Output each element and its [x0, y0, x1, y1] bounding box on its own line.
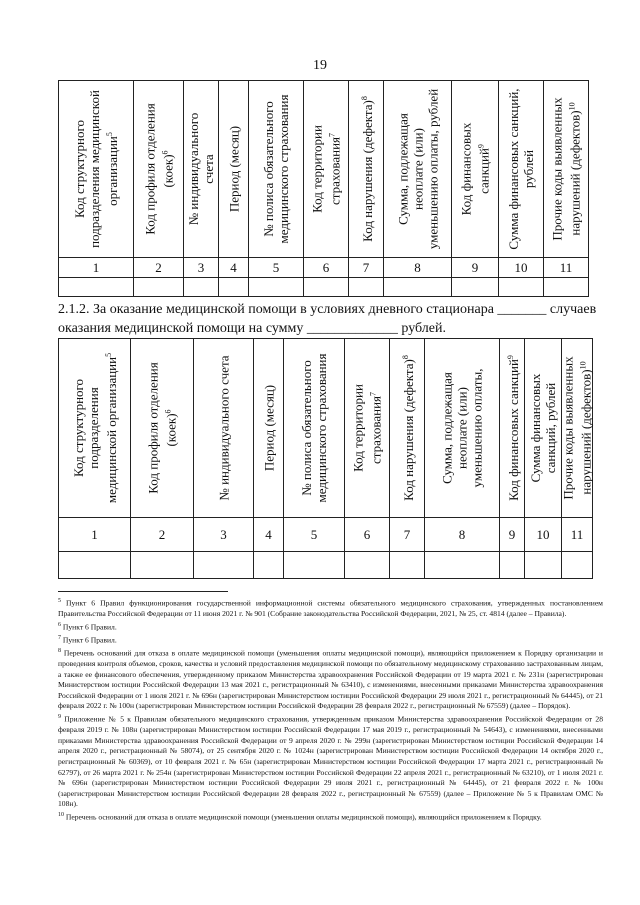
column-number: 10 [525, 518, 562, 552]
footnote-ref: 8 [400, 355, 410, 360]
column-number: 4 [219, 258, 249, 278]
column-number: 2 [131, 518, 194, 552]
column-number: 1 [59, 518, 131, 552]
footnote [58, 620, 603, 633]
column-header [452, 81, 499, 258]
column-number: 7 [390, 518, 425, 552]
column-header-text: Код финансовых санкций$^9$ [505, 355, 522, 501]
column-number: 3 [184, 258, 219, 278]
empty-cell[interactable] [59, 278, 134, 297]
footnote-ref: 6 [163, 409, 173, 414]
section-2-1-2-line-1: 2.1.2. За оказание медицинской помощи в условиях дневного стационара _______ случаев [58, 302, 597, 317]
column-number: 7 [349, 258, 384, 278]
column-header [562, 339, 593, 518]
column-header-text: № полиса обязательного медицинского страхования [261, 94, 291, 244]
column-number: 6 [304, 258, 349, 278]
footnote-ref: 8 [359, 96, 369, 101]
footnote [58, 633, 603, 646]
column-header [254, 339, 284, 518]
empty-cell[interactable] [249, 278, 304, 297]
column-number: 9 [500, 518, 525, 552]
footnote-text: Пункт 6 Правил. [61, 635, 117, 645]
column-header-text: Период (месяц) [226, 125, 241, 213]
column-number: 11 [562, 518, 593, 552]
footnote [58, 810, 603, 823]
column-header-text: Код структурного подразделения медицинской организации$^5$ [70, 352, 119, 504]
column-header-text: Сумма финансовых санкций, рублей [506, 88, 536, 250]
column-header [500, 339, 525, 518]
empty-cell[interactable] [284, 552, 345, 579]
column-header [194, 339, 254, 518]
empty-cell[interactable] [390, 552, 425, 579]
column-header-text: Период (месяц) [261, 384, 276, 472]
column-header-text: № индивидуального счета [216, 355, 231, 501]
column-header-text: Код профиля отделения (коек)$^6$ [145, 362, 179, 494]
footnote-mark: 9 [58, 714, 61, 721]
empty-cell[interactable] [254, 552, 284, 579]
footnote-ref: 9 [476, 144, 486, 149]
footnote-ref: 7 [368, 391, 378, 396]
column-header [184, 81, 219, 258]
footnote-text: Пункт 6 Правил. [61, 622, 117, 632]
column-number: 5 [249, 258, 304, 278]
column-header [425, 339, 500, 518]
footnote-mark: 8 [58, 647, 61, 654]
empty-cell[interactable] [544, 278, 589, 297]
footnote [58, 712, 603, 810]
column-header [390, 339, 425, 518]
empty-cell[interactable] [500, 552, 525, 579]
footnote-text: Пункт 6 Правил функционирования государственной информационной системы обязательного медицинского страхования, утвержденных постановлением Правительства Российской Федерации от 11 июня 2021 г. № 901 (Собрание законодательства Российской Федерации, 2021, № 25, ст. 4814 (далее – Правила). [58, 598, 603, 619]
empty-cell[interactable] [562, 552, 593, 579]
empty-cell[interactable] [499, 278, 544, 297]
empty-cell[interactable] [184, 278, 219, 297]
column-header [349, 81, 384, 258]
column-number: 6 [345, 518, 390, 552]
footnote-ref: 7 [327, 132, 337, 137]
column-number: 3 [194, 518, 254, 552]
footnote-text: Перечень оснований для отказа в оплате медицинской помощи (уменьшения оплаты медицинской помощи), являющийся приложением к Порядку организации и проведения контроля объемов, сроков, качества и условий предоставления медицинской помощи по обязательному медицинскому страхованию застрахованным лицам, а также ее финансового обеспечения, утвержденному приказом Министерства здравоохранения Российской Федерации от 19 марта 2021 г. № 231н (зарегистрирован Министерством юстиции Российской Федерации 13 мая 2021 г., регистрационный № 63410), с изменениями, внесенными приказами Министерства здравоохранения Российской Федерации от 1 июля 2021 г. № 696н (зарегистрирован Министерством юстиции Российской Федерации 29 июля 2021 г., регистрационный № 64445), от 21 февраля 2022 г. № 100н (зарегистрирован Министерством юстиции Российской Федерации 28 февраля 2022 г., регистрационный № 67559) (далее – Порядок). [58, 648, 603, 711]
column-header [59, 81, 134, 258]
column-header [131, 339, 194, 518]
column-number: 2 [134, 258, 184, 278]
section-2-1-2-line-2: оказания медицинской помощи на сумму _____________ рублей. [58, 321, 446, 336]
column-header [284, 339, 345, 518]
column-header [384, 81, 452, 258]
column-header-text: Код нарушения (дефекта)$^8$ [400, 355, 417, 501]
column-header-text: Код территории страхования$^7$ [350, 384, 384, 472]
empty-cell[interactable] [384, 278, 452, 297]
column-header-text: Прочие коды выявленных нарушений (дефектов)$^{10}$ [560, 356, 594, 500]
column-number: 11 [544, 258, 589, 278]
column-header-text: Код финансовых санкций$^9$ [458, 122, 492, 216]
empty-cell[interactable] [349, 278, 384, 297]
column-number: 4 [254, 518, 284, 552]
column-header [544, 81, 589, 258]
column-header-text: Код структурного подразделения медицинской организации$^5$ [71, 90, 121, 248]
empty-cell[interactable] [304, 278, 349, 297]
empty-cell[interactable] [525, 552, 562, 579]
empty-cell[interactable] [219, 278, 249, 297]
footnote-ref: 6 [159, 150, 169, 155]
footnote [58, 596, 603, 620]
column-header [249, 81, 304, 258]
empty-cell[interactable] [59, 552, 131, 579]
column-header-text: Код профиля отделения (коек)$^6$ [141, 103, 176, 235]
footnote-mark: 7 [58, 634, 61, 641]
column-header-text: Сумма финансовых санкций, рублей [528, 373, 558, 483]
empty-cell[interactable] [345, 552, 390, 579]
column-number: 1 [59, 258, 134, 278]
empty-cell[interactable] [425, 552, 500, 579]
empty-cell[interactable] [131, 552, 194, 579]
footnote-ref: 5 [104, 132, 114, 137]
sanctions-table-2 [58, 338, 593, 579]
footnote-mark: 5 [58, 598, 61, 604]
column-header-text: Прочие коды выявленных нарушений (дефектов)$^{10}$ [549, 97, 583, 241]
column-header-text: Сумма, подлежащая неоплате (или) уменьшению оплаты, рублей [395, 88, 440, 250]
footnote-mark: 10 [58, 811, 64, 818]
footnote-ref: 9 [505, 355, 515, 360]
column-header [499, 81, 544, 258]
empty-cell[interactable] [452, 278, 499, 297]
column-header [525, 339, 562, 518]
page-number: 19 [313, 58, 327, 73]
column-header-text: № полиса обязательного медицинского страхования [299, 353, 329, 503]
empty-cell[interactable] [194, 552, 254, 579]
footnote [58, 646, 603, 712]
column-number: 5 [284, 518, 345, 552]
column-number: 9 [452, 258, 499, 278]
footnote-mark: 6 [58, 621, 61, 628]
footnote-text: Перечень оснований для отказа в оплате медицинской помощи (уменьшения оплаты медицинской помощи), являющийся приложением к Порядку. [64, 812, 542, 822]
footnote-text: Приложение № 5 к Правилам обязательного медицинского страхования, утвержденным приказом Министерства здравоохранения Российской Федерации от 28 февраля 2019 г. № 108н (зарегистрирован Министерством юстиции Российской Федерации 17 мая 2019 г., регистрационный № 54643), с изменениями, внесенными приказами Министерства здравоохранения Российской Федерации от 9 апреля 2020 г. № 299н (зарегистрирован Министерством юстиции Российской Федерации 14 апреля 2020 г., регистрационный № 58074), от 25 сентября 2020 г. № 1024н (зарегистрирован Министерством юстиции Российской Федерации 14 октября 2020 г., регистрационный № 60369), от 10 февраля 2021 г. № 65н (зарегистрирован Министерством юстиции Российской Федерации 17 марта 2021 г., регистрационный № 62797), от 26 марта 2021 г. № 254н (зарегистрирован Министерством юстиции Российской Федерации 22 апреля 2021 г., регистрационный № 63210), от 1 июля 2021 г. № 696н (зарегистрирован Министерством юстиции Российской Федерации 29 июля 2021 г., регистрационный № 64445), от 21 февраля 2022 г. № 100н (зарегистрирован Министерством юстиции Российской Федерации 28 февраля 2022 г., регистрационный № 67559) (далее – Приложение № 5 к Правилам ОМС № 108н). [58, 714, 603, 809]
footnote-ref: 10 [567, 102, 577, 111]
column-number: 8 [425, 518, 500, 552]
column-header [304, 81, 349, 258]
column-header-text: Сумма, подлежащая неоплате (или) уменьшению оплаты, [439, 368, 485, 488]
column-header [134, 81, 184, 258]
footnote-separator [58, 591, 228, 592]
column-header [59, 339, 131, 518]
column-number: 10 [499, 258, 544, 278]
sanctions-table-1 [58, 80, 589, 297]
column-number: 8 [384, 258, 452, 278]
footnote-ref: 10 [578, 361, 588, 370]
empty-cell[interactable] [134, 278, 184, 297]
column-header-text: Код нарушения (дефекта)$^8$ [359, 96, 376, 242]
column-header [345, 339, 390, 518]
footnotes [58, 596, 603, 823]
column-header [219, 81, 249, 258]
column-header-text: Код территории страхования$^7$ [309, 125, 343, 213]
footnote-ref: 5 [103, 352, 113, 357]
column-header-text: № индивидуального счета [186, 112, 216, 226]
